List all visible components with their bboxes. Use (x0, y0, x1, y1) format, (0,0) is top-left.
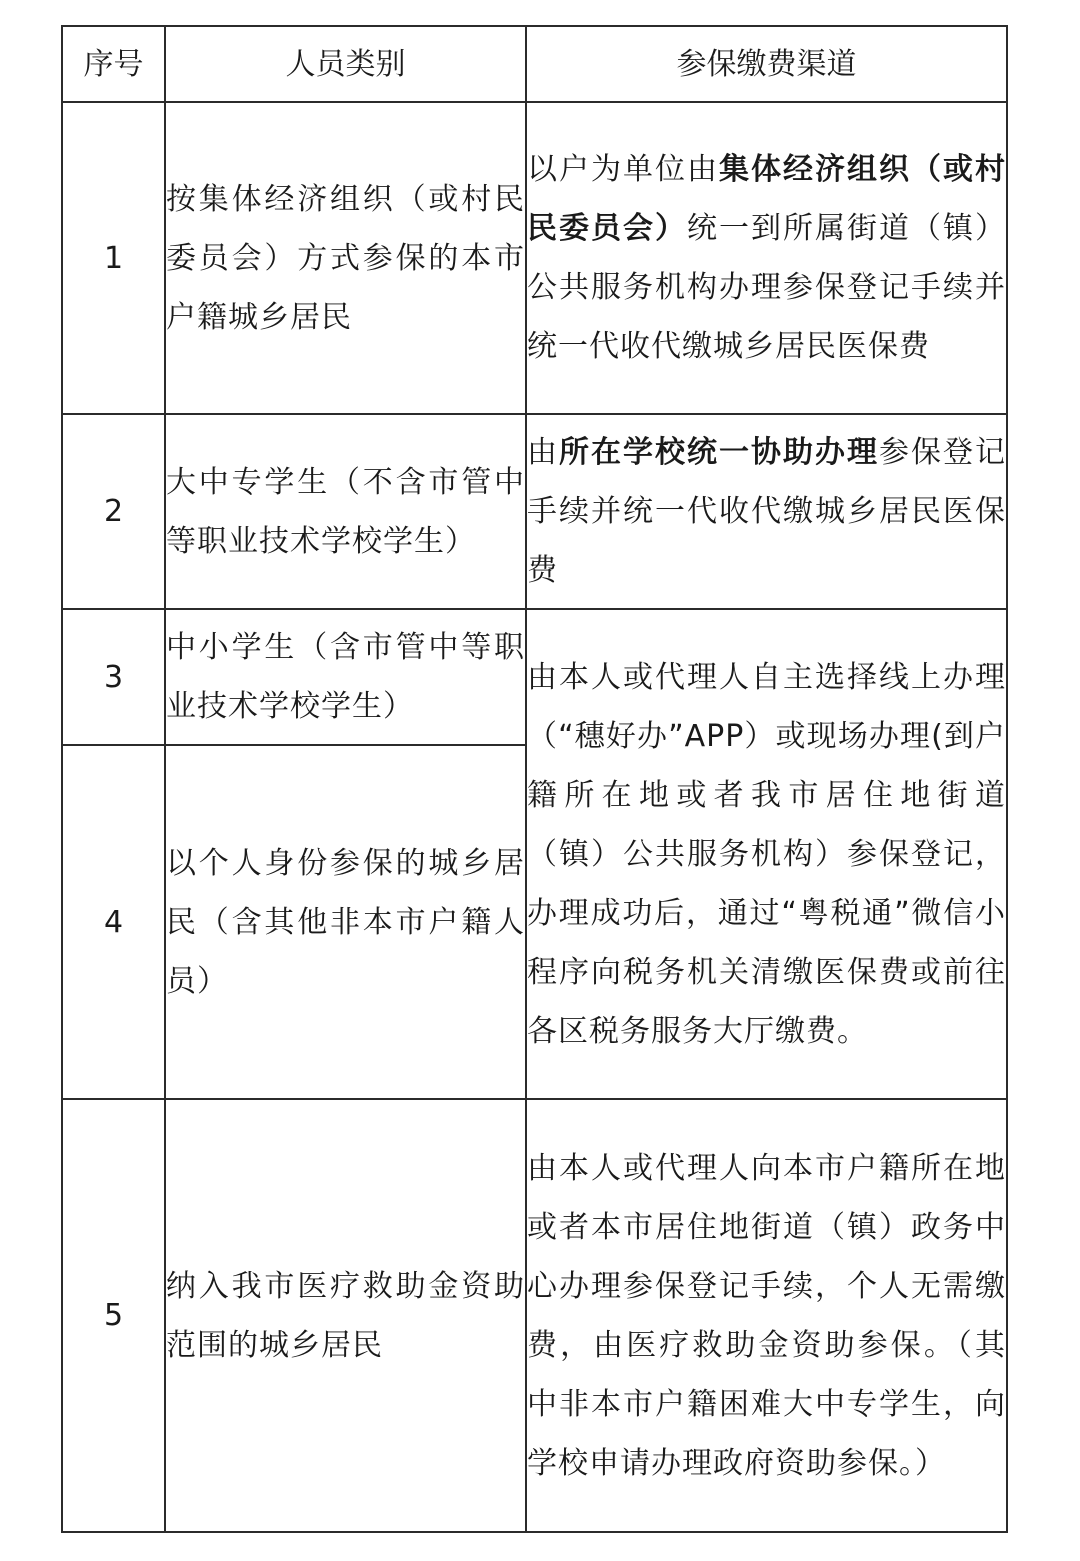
insurance-channel-table (61, 25, 1008, 1533)
row-category: 以个人身份参保的城乡居民（含其他非本市户籍人员） (165, 745, 526, 1099)
row-channel (526, 102, 1007, 414)
channel-text: 以户为单位由 (527, 152, 719, 187)
channel-text: 参保登记手续并统一代收代缴城乡居民医保费 (527, 435, 1006, 588)
row-category: 中小学生（含市管中等职业技术学校学生） (165, 609, 526, 745)
row-channel (526, 414, 1007, 609)
header-category: 人员类别 (165, 26, 526, 102)
table-row (62, 1099, 1007, 1532)
channel-highlight: 所在学校统一协助办理 (559, 435, 879, 470)
table-row (62, 102, 1007, 414)
row-channel-shared: 由本人或代理人自主选择线上办理（“穗好办”APP）或现场办理(到户籍所在地或者我市居住地街道（镇）公共服务机构）参保登记，办理成功后，通过“粤税通”微信小程序向税务机关清缴医保费或前往各区税务服务大厅缴费。 (526, 609, 1007, 1099)
table-row (62, 609, 1007, 745)
row-number: 3 (62, 609, 165, 745)
header-no: 序号 (62, 26, 165, 102)
channel-text: 由 (527, 435, 559, 470)
table-row (62, 414, 1007, 609)
row-number: 2 (62, 414, 165, 609)
row-channel: 由本人或代理人向本市户籍所在地或者本市居住地街道（镇）政务中心办理参保登记手续，个人无需缴费，由医疗救助金资助参保。（其中非本市户籍困难大中专学生，向学校申请办理政府资助参保。） (526, 1099, 1007, 1532)
row-category: 纳入我市医疗救助金资助范围的城乡居民 (165, 1099, 526, 1532)
row-number: 4 (62, 745, 165, 1099)
row-number: 1 (62, 102, 165, 414)
table-header-row (62, 26, 1007, 102)
row-category: 按集体经济组织（或村民委员会）方式参保的本市户籍城乡居民 (165, 102, 526, 414)
channel-text: 统一到所属街道（镇）公共服务机构办理参保登记手续并统一代收代缴城乡居民医保费 (527, 211, 1006, 364)
header-channel: 参保缴费渠道 (526, 26, 1007, 102)
row-number: 5 (62, 1099, 165, 1532)
channel-highlight: 集体经济组织（或村民委员会） (527, 152, 1006, 246)
row-category: 大中专学生（不含市管中等职业技术学校学生） (165, 414, 526, 609)
